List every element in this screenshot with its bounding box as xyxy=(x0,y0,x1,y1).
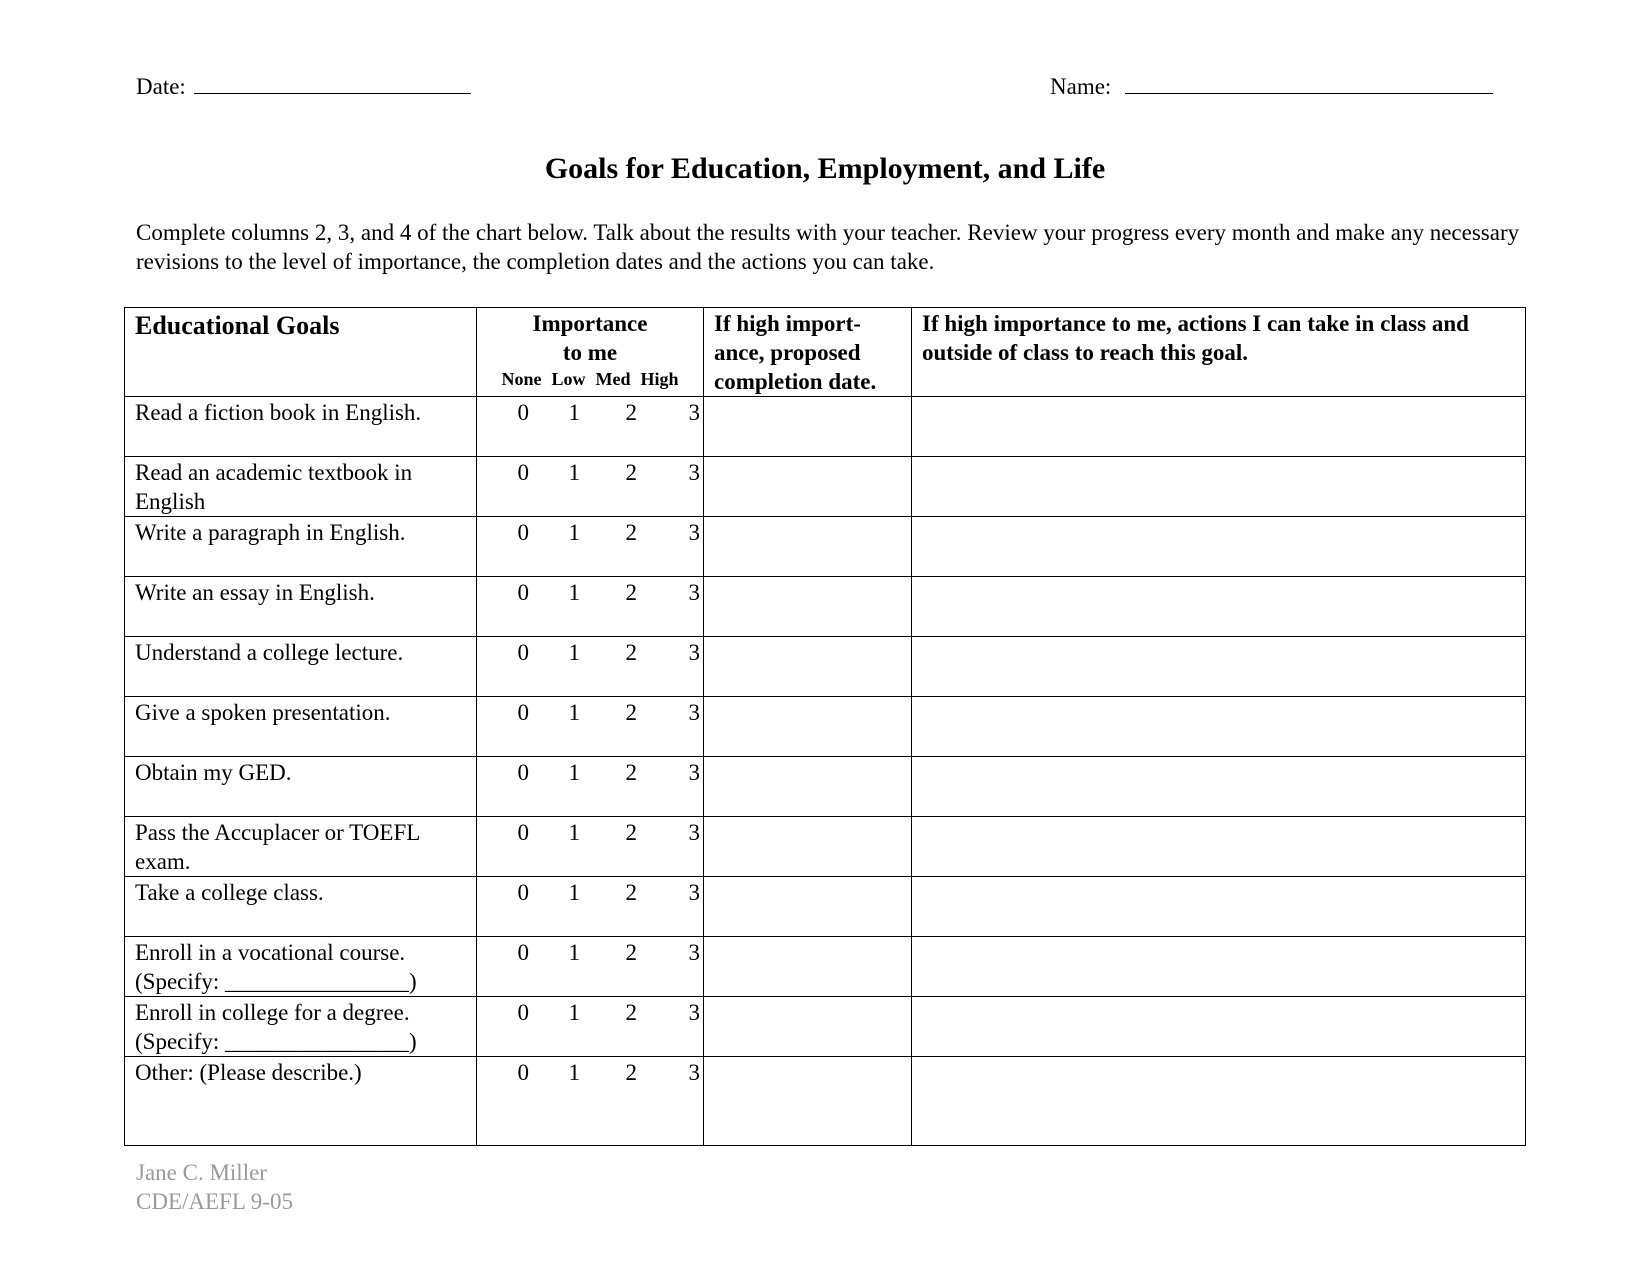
importance-option[interactable]: 1 xyxy=(568,940,580,965)
importance-cell[interactable] xyxy=(477,517,704,577)
importance-option[interactable]: 3 xyxy=(688,640,700,665)
completion-date-cell[interactable] xyxy=(704,877,912,937)
importance-option[interactable]: 0 xyxy=(517,880,529,905)
importance-options[interactable] xyxy=(477,997,703,1027)
footer-code: CDE/AEFL 9-05 xyxy=(136,1189,293,1214)
completion-date-cell[interactable] xyxy=(704,637,912,697)
importance-option[interactable]: 2 xyxy=(625,1060,637,1085)
page-title: Goals for Education, Employment, and Life xyxy=(544,152,1106,185)
table-row xyxy=(125,817,1526,877)
importance-option[interactable]: 0 xyxy=(517,460,529,485)
importance-cell[interactable] xyxy=(477,637,704,697)
importance-option[interactable]: 2 xyxy=(625,460,637,485)
header-completion-date xyxy=(704,308,912,397)
header-date-line: ance, proposed xyxy=(714,340,861,365)
date-blank-line[interactable] xyxy=(194,75,471,94)
table-row xyxy=(125,997,1526,1057)
importance-option[interactable]: 2 xyxy=(625,700,637,725)
goal-cell: Enroll in college for a degree. (Specify: ________________) xyxy=(125,997,477,1057)
actions-cell[interactable] xyxy=(912,757,1526,817)
goals-table xyxy=(124,307,1526,1146)
date-label: Date: xyxy=(136,74,186,99)
importance-cell[interactable] xyxy=(477,577,704,637)
actions-cell[interactable] xyxy=(912,517,1526,577)
importance-option[interactable]: 2 xyxy=(625,580,637,605)
importance-option[interactable]: 0 xyxy=(517,400,529,425)
importance-option[interactable]: 2 xyxy=(625,640,637,665)
header-importance xyxy=(477,308,704,397)
importance-option[interactable]: 3 xyxy=(688,520,700,545)
table-header-row xyxy=(125,308,1526,397)
goal-cell: Take a college class. xyxy=(125,877,477,937)
importance-options[interactable] xyxy=(477,1057,703,1087)
importance-option[interactable]: 0 xyxy=(517,1060,529,1085)
importance-option[interactable]: 1 xyxy=(568,400,580,425)
completion-date-cell[interactable] xyxy=(704,517,912,577)
importance-option[interactable]: 0 xyxy=(517,1000,529,1025)
importance-option[interactable]: 1 xyxy=(568,580,580,605)
importance-options[interactable] xyxy=(477,697,703,727)
actions-cell[interactable] xyxy=(912,937,1526,997)
importance-options[interactable] xyxy=(477,517,703,547)
importance-cell[interactable] xyxy=(477,997,704,1057)
importance-option[interactable]: 3 xyxy=(688,940,700,965)
importance-options[interactable] xyxy=(477,457,703,487)
importance-cell[interactable] xyxy=(477,877,704,937)
actions-cell[interactable] xyxy=(912,637,1526,697)
importance-options[interactable] xyxy=(477,577,703,607)
actions-cell[interactable] xyxy=(912,1057,1526,1146)
importance-option[interactable]: 1 xyxy=(568,520,580,545)
goal-cell: Write an essay in English. xyxy=(125,577,477,637)
importance-option[interactable]: 3 xyxy=(688,1000,700,1025)
completion-date-cell[interactable] xyxy=(704,577,912,637)
goal-cell: Enroll in a vocational course. (Specify: ________________) xyxy=(125,937,477,997)
importance-option[interactable]: 3 xyxy=(688,400,700,425)
footer-author: Jane C. Miller xyxy=(136,1160,267,1185)
actions-cell[interactable] xyxy=(912,697,1526,757)
importance-option[interactable]: 1 xyxy=(568,820,580,845)
importance-option[interactable]: 0 xyxy=(517,820,529,845)
importance-options[interactable] xyxy=(477,877,703,907)
header-actions: If high importance to me, actions I can take in class and outside of class to reach this goal. xyxy=(912,308,1526,397)
header-importance-label: Importance xyxy=(532,311,648,336)
importance-scale-labels xyxy=(477,367,703,391)
scale-med: Med xyxy=(595,369,631,389)
goal-cell: Obtain my GED. xyxy=(125,757,477,817)
header-educational-goals: Educational Goals xyxy=(125,308,477,397)
importance-cell[interactable] xyxy=(477,1057,704,1146)
importance-option[interactable]: 1 xyxy=(568,1000,580,1025)
importance-cell[interactable] xyxy=(477,817,704,877)
completion-date-cell[interactable] xyxy=(704,397,912,457)
goal-cell: Write a paragraph in English. xyxy=(125,517,477,577)
table-row xyxy=(125,697,1526,757)
table-row xyxy=(125,757,1526,817)
completion-date-cell[interactable] xyxy=(704,757,912,817)
goal-cell: Give a spoken presentation. xyxy=(125,697,477,757)
instructions-text: Complete columns 2, 3, and 4 of the chart below. Talk about the results with your teacher. Review your progress every month and make any necessary revisions to the level of importance, the completion dates and the actions you can take. xyxy=(136,220,1520,274)
importance-options[interactable] xyxy=(477,397,703,427)
actions-cell[interactable] xyxy=(912,397,1526,457)
header-date-line: If high import- xyxy=(714,311,861,336)
header-importance-sub: to me xyxy=(562,340,618,365)
importance-option[interactable]: 3 xyxy=(688,880,700,905)
actions-cell[interactable] xyxy=(912,817,1526,877)
importance-option[interactable]: 1 xyxy=(568,700,580,725)
actions-cell[interactable] xyxy=(912,457,1526,517)
completion-date-cell[interactable] xyxy=(704,697,912,757)
importance-options[interactable] xyxy=(477,937,703,967)
importance-option[interactable]: 1 xyxy=(568,1060,580,1085)
scale-low: Low xyxy=(551,369,586,389)
importance-option[interactable]: 0 xyxy=(517,700,529,725)
importance-option[interactable]: 3 xyxy=(688,1060,700,1085)
importance-option[interactable]: 0 xyxy=(517,640,529,665)
table-row xyxy=(125,1057,1526,1146)
completion-date-cell[interactable] xyxy=(704,1057,912,1146)
importance-options[interactable] xyxy=(477,817,703,847)
importance-option[interactable]: 1 xyxy=(568,640,580,665)
importance-option[interactable]: 0 xyxy=(517,520,529,545)
importance-option[interactable]: 2 xyxy=(625,880,637,905)
importance-options[interactable] xyxy=(477,637,703,667)
table-row xyxy=(125,877,1526,937)
goal-cell: Pass the Accuplacer or TOEFL exam. xyxy=(125,817,477,877)
importance-option[interactable]: 1 xyxy=(568,760,580,785)
actions-cell[interactable] xyxy=(912,577,1526,637)
importance-cell[interactable] xyxy=(477,697,704,757)
completion-date-cell[interactable] xyxy=(704,937,912,997)
scale-high: High xyxy=(640,369,679,389)
actions-cell[interactable] xyxy=(912,877,1526,937)
goal-cell: Understand a college lecture. xyxy=(125,637,477,697)
completion-date-cell[interactable] xyxy=(704,457,912,517)
importance-option[interactable]: 3 xyxy=(688,580,700,605)
importance-option[interactable]: 0 xyxy=(517,940,529,965)
importance-option[interactable]: 2 xyxy=(625,520,637,545)
goal-cell: Read a fiction book in English. xyxy=(125,397,477,457)
table-row xyxy=(125,397,1526,457)
importance-option[interactable]: 3 xyxy=(688,460,700,485)
importance-option[interactable]: 3 xyxy=(688,700,700,725)
importance-options[interactable] xyxy=(477,757,703,787)
table-row xyxy=(125,637,1526,697)
importance-option[interactable]: 2 xyxy=(625,820,637,845)
importance-cell[interactable] xyxy=(477,937,704,997)
importance-cell[interactable] xyxy=(477,397,704,457)
table-row xyxy=(125,517,1526,577)
importance-option[interactable]: 3 xyxy=(688,760,700,785)
completion-date-cell[interactable] xyxy=(704,817,912,877)
header-date-line: completion date. xyxy=(714,369,877,394)
importance-option[interactable]: 3 xyxy=(688,820,700,845)
table-row xyxy=(125,937,1526,997)
importance-option[interactable]: 2 xyxy=(625,400,637,425)
importance-option[interactable]: 1 xyxy=(568,460,580,485)
table-row xyxy=(125,577,1526,637)
completion-date-cell[interactable] xyxy=(704,997,912,1057)
name-field[interactable] xyxy=(1050,74,1493,100)
importance-cell[interactable] xyxy=(477,457,704,517)
importance-option[interactable]: 2 xyxy=(625,940,637,965)
table-row xyxy=(125,457,1526,517)
name-label: Name: xyxy=(1050,74,1112,99)
scale-none: None xyxy=(501,369,542,389)
date-field[interactable] xyxy=(136,74,471,100)
importance-option[interactable]: 2 xyxy=(625,1000,637,1025)
importance-option[interactable]: 1 xyxy=(568,880,580,905)
importance-option[interactable]: 2 xyxy=(625,760,637,785)
importance-cell[interactable] xyxy=(477,757,704,817)
importance-option[interactable]: 0 xyxy=(517,760,529,785)
goal-cell: Read an academic textbook in English xyxy=(125,457,477,517)
importance-option[interactable]: 0 xyxy=(517,580,529,605)
name-blank-line[interactable] xyxy=(1125,75,1493,94)
actions-cell[interactable] xyxy=(912,997,1526,1057)
goal-cell: Other: (Please describe.) xyxy=(125,1057,477,1146)
